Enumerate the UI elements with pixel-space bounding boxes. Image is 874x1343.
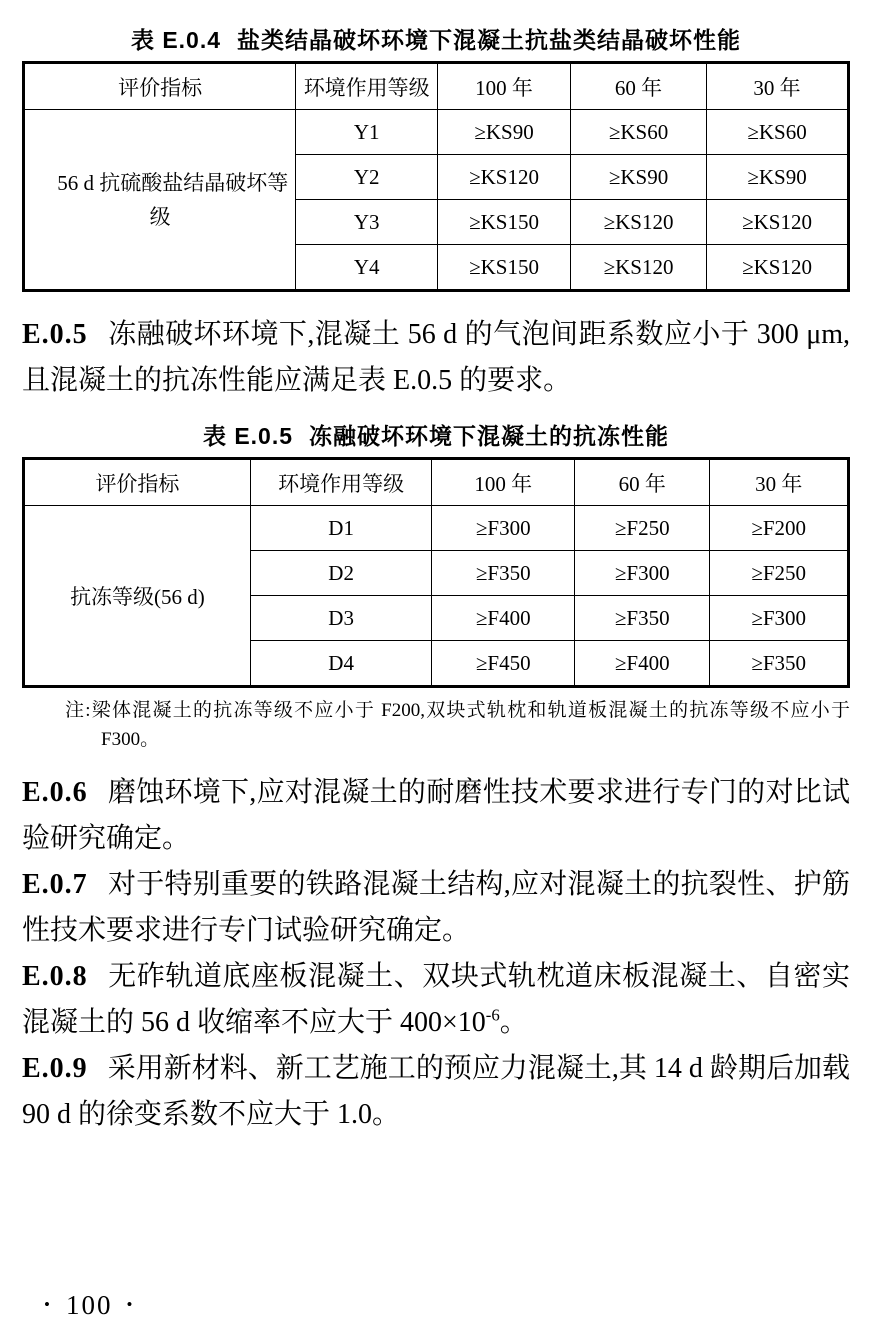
clause-number: E.0.5 [22, 319, 88, 350]
paragraph-e06 [22, 770, 850, 862]
value-cell: ≥KS120 [438, 155, 571, 200]
table-e04-header-30yr: 30 年 [707, 63, 849, 110]
table-row [24, 110, 849, 155]
grade-cell: D3 [250, 596, 432, 641]
page-number-value: 100 [65, 1290, 113, 1320]
value-cell: ≥F300 [575, 551, 710, 596]
table-e04 [22, 61, 850, 292]
clause-number: E.0.6 [22, 777, 88, 808]
table-e04-header-indicator: 评价指标 [24, 63, 296, 110]
table-e04-title-label: 表 E.0.4 [130, 27, 222, 53]
table-e04-header-row [24, 63, 849, 110]
grade-cell: D1 [250, 506, 432, 551]
value-cell: ≥F300 [710, 596, 849, 641]
clause-text-end: 。 [499, 1007, 528, 1038]
table-e05-title [22, 420, 850, 452]
value-cell: ≥KS120 [570, 200, 706, 245]
table-e05-header-row [24, 459, 849, 506]
value-cell: ≥F350 [710, 641, 849, 687]
value-cell: ≥KS150 [438, 245, 571, 291]
clause-text: 冻融破坏环境下,混凝土 56 d 的气泡间距系数应小于 300 μm,且混凝土的抗冻性能应满足表 E.0.5 的要求。 [22, 319, 850, 396]
value-cell: ≥F350 [575, 596, 710, 641]
grade-cell: Y2 [296, 155, 438, 200]
grade-cell: Y1 [296, 110, 438, 155]
table-e05-header-30yr: 30 年 [710, 459, 849, 506]
table-e05-group-label: 抗冻等级(56 d) [24, 506, 251, 687]
value-cell: ≥KS90 [570, 155, 706, 200]
table-e04-group-label: 56 d 抗硫酸盐结晶破坏等级 [24, 110, 296, 291]
table-e05-header-100yr: 100 年 [432, 459, 575, 506]
table-e04-header-60yr: 60 年 [570, 63, 706, 110]
page-number-left-dot: • [44, 1295, 52, 1314]
clause-text: 无砟轨道底座板混凝土、双块式轨枕道床板混凝土、自密实混凝土的 56 d 收缩率不应大于 400×10 [22, 961, 850, 1038]
note-text: 梁体混凝土的抗冻等级不应小于 F200,双块式轨枕和轨道板混凝土的抗冻等级不应小于 F300。 [90, 700, 851, 750]
page-number [44, 1290, 148, 1321]
clause-number: E.0.9 [22, 1053, 88, 1084]
paragraph-e08 [22, 954, 850, 1046]
value-cell: ≥F400 [432, 596, 575, 641]
table-e05-header-indicator: 评价指标 [24, 459, 251, 506]
superscript-exponent: -6 [485, 1005, 500, 1025]
table-e05 [22, 457, 850, 688]
table-e04-title-text: 盐类结晶破坏环境下混凝土抗盐类结晶破坏性能 [237, 27, 742, 53]
clause-text: 采用新材料、新工艺施工的预应力混凝土,其 14 d 龄期后加载90 d 的徐变系数不应大于 1.0。 [22, 1053, 850, 1130]
value-cell: ≥KS150 [438, 200, 571, 245]
table-row [24, 506, 849, 551]
value-cell: ≥KS90 [438, 110, 571, 155]
value-cell: ≥KS60 [570, 110, 706, 155]
note-prefix: 注: [65, 700, 91, 721]
clause-text: 对于特别重要的铁路混凝土结构,应对混凝土的抗裂性、护筋性技术要求进行专门试验研究确定。 [22, 869, 850, 946]
value-cell: ≥KS120 [707, 200, 849, 245]
table-e04-header-100yr: 100 年 [438, 63, 571, 110]
grade-cell: D4 [250, 641, 432, 687]
paragraph-e09 [22, 1046, 850, 1138]
grade-cell: Y3 [296, 200, 438, 245]
paragraph-e07 [22, 862, 850, 954]
value-cell: ≥F200 [710, 506, 849, 551]
value-cell: ≥KS120 [707, 245, 849, 291]
value-cell: ≥KS60 [707, 110, 849, 155]
table-e05-header-60yr: 60 年 [575, 459, 710, 506]
value-cell: ≥F300 [432, 506, 575, 551]
grade-cell: D2 [250, 551, 432, 596]
value-cell: ≥F450 [432, 641, 575, 687]
value-cell: ≥KS90 [707, 155, 849, 200]
clause-text: 磨蚀环境下,应对混凝土的耐磨性技术要求进行专门的对比试验研究确定。 [22, 777, 850, 854]
table-e05-header-env-grade: 环境作用等级 [250, 459, 432, 506]
table-e04-title [22, 24, 850, 56]
value-cell: ≥F350 [432, 551, 575, 596]
value-cell: ≥F400 [575, 641, 710, 687]
table-e04-header-env-grade: 环境作用等级 [296, 63, 438, 110]
clause-number: E.0.7 [22, 869, 88, 900]
value-cell: ≥F250 [710, 551, 849, 596]
clause-number: E.0.8 [22, 961, 88, 992]
page-number-right-dot: • [126, 1295, 135, 1314]
table-e05-title-text: 冻融破坏环境下混凝土的抗冻性能 [309, 423, 670, 449]
paragraph-e05 [22, 312, 850, 404]
value-cell: ≥F250 [575, 506, 710, 551]
table-e05-title-label: 表 E.0.5 [202, 423, 294, 449]
grade-cell: Y4 [296, 245, 438, 291]
value-cell: ≥KS120 [570, 245, 706, 291]
table-e05-note [22, 696, 850, 754]
